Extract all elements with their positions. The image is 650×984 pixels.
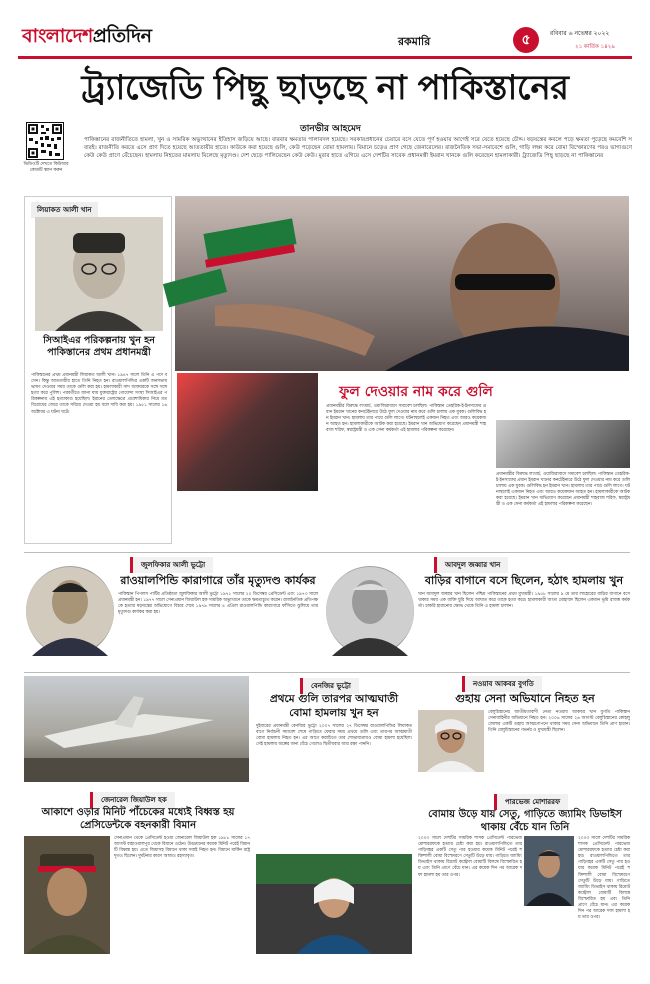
bugti-body: বেলুচিস্তানের জাতীয়তাবাদী নেতা নওয়াব আকবর খান বুগতি পাকিস্তান সেনাবাহিনীর অভিযানে নিহত হন। ২০০৬ সালের ২৬ আগস্ট বেলুচিস্তানের কোহলু জেলার একটি গুহায় আত্মগোপনে থাকার সময় সেনা অভিযানে তিনি প্রাণ হারান। তিনি বেলুচিস্তানের গভর্নর ও মুখ্যমন্ত্রী ছিলেন। <box>488 710 630 734</box>
section-name: রকমারি <box>398 35 431 48</box>
benazir-body: দুইবারের প্রধানমন্ত্রী বেনজির ভুট্টো ২০০৭ সালের ২৭ ডিসেম্বর রাওয়ালপিন্ডির লিয়াকত বাগে নির্বাচনী সমাবেশ শেষে গাড়িতে ফেরার সময় প্রথমে গুলি এবং তারপর আত্মঘাতী বোমা হামলায় নিহত হন। এর আগে করাচিতে তার শোভাযাত্রায়ও বোমা হামলা হয়েছিল। সেই হামলায় অল্পের জন্য বেঁচে গেলেও দ্বিতীয়বার আর রক্ষা পাননি। <box>256 724 412 748</box>
jabbar-title: বাড়ির বাগানে বসে ছিলেন, হঠাৎ হামলায় খুন <box>424 574 624 587</box>
main-feature-body-2: প্রধানমন্ত্রীর বিরুদ্ধে লংমার্চ, ওয়াজিরাবাদে সমাবেশ চলছিল। পাকিস্তান তেহরিক-ই-ইনসাফের প্রধান ইমরান খানের কনটেইনারে উঠে ফুল দেওয়ার নাম করে গুলি চালায় এক যুবক। গুলিবিদ্ধ হন ইমরান খান। হামলায় তার পায়ে গুলি লাগে। ঘটনাস্থলেই একজন নিহত এবং আরও কয়েকজন আহত হন। হামলাকারীকে আটক করা হয়েছে। ইমরান খান অভিযোগ করেছেন প্রধানমন্ত্রী শাহবাজ শরিফ, স্বরাষ্ট্রমন্ত্রী ও এক সেনা কর্মকর্তা এই হামলার পরিকল্পনা করেছেন। <box>496 472 630 508</box>
main-headline: ট্র্যাজেডি পিছু ছাড়ছে না পাকিস্তানের <box>81 68 569 108</box>
bhutto-portrait <box>26 566 114 656</box>
newspaper-logo[interactable]: বাংলাদেশপ্রতিদিন <box>22 25 152 47</box>
bugti-portrait <box>418 710 484 772</box>
lead-paragraph: পাকিস্তানের রাজনীতিতে হামলা, খুন ও সামরিক অভ্যুত্থানের ইতিহাস জড়িয়ে আছে। বারবার ক্ষমতার পালাবদল হয়েছে। সরকারপ্রধানের চেয়ারে বসে যেতে পূর্ণ হওয়ার আগেই সরে যেতে হয়েছে চৌদ্দ। ষড়যন্ত্রের কবলে পড়ে ক্ষমতা পুড়েছে কমবেশি সবারই। রাজনীতি করতে এসে প্রাণ দিতে হয়েছে আততায়ীর হাতে। কাউকে করা হয়েছে গুলি, কেউ পড়েছেন বোমা হামলায়। বিমানে চড়েও প্রাণ গেছে জেনারেলের। রাজনৈতিক সভা-সমাবেশে গুলি, গাড়ি লক্ষ্য করে বোমা বিস্ফোরণের পরও ভাগ্যগুণে কেউ কেউ প্রাণে বেঁচেছেন। হামলায় নিহতের মামলায় মিলেছে মৃত্যুদণ্ড। দেশ ছেড়ে পালিয়েছেন কেউ কেউ। মুরার হাতে এগিয়ে এসে দেশটির সাবেক প্রধানমন্ত্রী ইমরান খানকে গুলি করেছেন হামলাকারী। ট্র্যাজেডি পিছু ছাড়ছে না পাকিস্তানের <box>84 137 632 159</box>
zia-title: আকাশে ওড়ার মিনিট পাঁচেকের মধ্যেই বিধ্বস্ত হয় প্রেসিডেন্টকে বহনকারী বিমান <box>41 807 235 831</box>
date-english: রবিবার ৬ নভেম্বর ২০২২ <box>550 30 610 37</box>
person-tag: লিয়াকত আলী খান <box>31 202 98 218</box>
masthead <box>0 0 650 58</box>
bhutto-body: পাকিস্তান পিপলস পার্টির প্রতিষ্ঠাতা জুলফিকার আলী ভুট্টো ১৯৭১ সালের ২০ ডিসেম্বর প্রেসিডেন্ট এবং ১৯৭৩ সালে প্রধানমন্ত্রী হন। ১৯৭৭ সালে সেনাপ্রধান জিয়াউল হক সামরিক অভ্যুত্থানে তাকে ক্ষমতাচ্যুত করেন। রাজনৈতিক প্রতিপক্ষকে হত্যার ষড়যন্ত্রের অভিযোগে বিচার শেষে ১৯৭৯ সালের ৪ এপ্রিল রাওয়ালপিন্ডি কারাগারে ফাঁসিতে ঝুলিয়ে তার মৃত্যুদণ্ড কার্যকর করা হয়। <box>118 592 318 616</box>
person-tag-bugti: নওয়াব আকবর বুগতি <box>462 676 542 692</box>
jabbar-body: খান আবদুল জব্বার খান ছিলেন পশ্চিম পাকিস্তানের প্রথম মুখ্যমন্ত্রী। ১৯৫৮ সালের ৯ মে তার লাহোরের বাড়ির বাগানে বসে থাকার সময় এক ব্যক্তি ছুরি দিয়ে আঘাত করে তাকে হত্যা করে। হামলাকারী আতা মোহাম্মদ ছিলেন একজন ভূমি রাজস্ব কর্মকর্তা। চাকরি হারানোর ক্ষোভ থেকে তিনি এ হামলা চালান। <box>418 592 630 610</box>
bugti-title: গুহায় সেনা অভিযানে নিহত হন <box>455 692 595 705</box>
article-title: সিআইএর পরিকল্পনায় খুন হন পাকিস্তানের প্রথম প্রধানমন্ত্রী <box>43 335 155 358</box>
person-tag-zia: জেনারেল জিয়াউল হক <box>90 792 175 808</box>
header-rule <box>18 56 632 59</box>
article-body: পাকিস্তানের প্রথম প্রধানমন্ত্রী লিয়াকত আলী খান। ১৯৪৭ সালে তিনি এ পদে বসেন। কিন্তু আততায়ীর হাতে তিনি নিহত হন। রাওয়ালপিন্ডির একটি জনসভায় ভাষণ দেওয়ার সময় তাকে গুলি করা হয়। হামলাকারী সাদ আকবরকে সঙ্গে সঙ্গে হত্যা করে পুলিশ। পরবর্তীতে জানা যায় যুক্তরাষ্ট্রের গোয়েন্দা সংস্থা সিআইএর পরিকল্পনায় এই হত্যাকাণ্ড হয়েছিল। ইরানের তেলক্ষেত্রে প্রবেশাধিকার নিয়ে মতবিরোধের জেরে তাকে সরিয়ে দেওয়া হয় বলে দাবি করা হয়। ১৯৫১ সালের ১৬ অক্টোবর এ ঘটনা ঘটে। <box>31 373 167 415</box>
musharraf-title: বোমায় উড়ে যায় সেতু, গাড়িতে জ্যামিং ডিভাইস থাকায় বেঁচে যান তিনি <box>428 809 622 833</box>
musharraf-body-1: ২০০৩ সালে দেশটির সামরিক শাসক প্রেসিডেন্ট পারভেজ মোশাররফকে হত্যার চেষ্টা করা হয়। রাওয়ালপিন্ডিতে তার গাড়িবহর একটি সেতু পার হওয়ার কয়েক মিনিট পরেই শক্তিশালী বোমা বিস্ফোরণে সেতুটি উড়ে যায়। গাড়িতে জ্যামিং ডিভাইস থাকায় রিমোট কন্ট্রোল বোমাটি বিলম্বে বিস্ফোরিত হয় এবং তিনি প্রাণে বেঁচে যান। এর কয়েক দিন পর আরেক দফা হামলা হয় তার ওপর। <box>418 836 522 878</box>
musharraf-portrait <box>524 836 574 906</box>
liaquat-portrait <box>35 217 163 331</box>
divider <box>24 672 630 673</box>
person-tag-bhutto: জুলফিকার আলী ভুট্টো <box>130 557 213 573</box>
date-bangla: ২১ কার্তিক ১৪২৯ <box>575 44 615 50</box>
musharraf-body-2: ২০০৩ সালে দেশটির সামরিক শাসক প্রেসিডেন্ট পারভেজ মোশাররফকে হত্যার চেষ্টা করা হয়। রাওয়ালপিন্ডিতে তার গাড়িবহর একটি সেতু পার হওয়ার কয়েক মিনিট পরেই শক্তিশালী বোমা বিস্ফোরণে সেতুটি উড়ে যায়। গাড়িতে জ্যামিং ডিভাইস থাকায় রিমোট কন্ট্রোল বোমাটি বিলম্বে বিস্ফোরিত হয় এবং তিনি প্রাণে বেঁচে যান। এর কয়েক দিন পর আরেক দফা হামলা হয় তার ওপর। <box>578 836 630 921</box>
jabbar-portrait <box>326 566 414 656</box>
main-feature-title: ফুল দেওয়ার নাম করে গুলি <box>339 384 493 400</box>
main-feature-body-1: প্রধানমন্ত্রীর বিরুদ্ধে লংমার্চ, ওয়াজিরাবাদে সমাবেশ চলছিল। পাকিস্তান তেহরিক-ই-ইনসাফের প্রধান ইমরান খানের কনটেইনারে উঠে ফুল দেওয়ার নাম করে গুলি চালায় এক যুবক। গুলিবিদ্ধ হন ইমরান খান। হামলায় তার পায়ে গুলি লাগে। ঘটনাস্থলেই একজন নিহত এবং আরও কয়েকজন আহত হন। হামলাকারীকে আটক করা হয়েছে। ইমরান খান অভিযোগ করেছেন প্রধানমন্ত্রী শাহবাজ শরিফ, স্বরাষ্ট্রমন্ত্রী ও এক সেনা কর্মকর্তা এই হামলার পরিকল্পনা করেছেন। <box>326 404 486 434</box>
benazir-rally-photo <box>256 854 412 954</box>
person-tag-jabbar: আবদুল জব্বার খান <box>434 557 508 573</box>
zia-body: সেনাপ্রধান থেকে প্রেসিডেন্ট হওয়া জেনারেল জিয়াউল হক ১৯৮৮ সালের ১৭ আগস্ট বাহাওয়ালপুর থেকে বিমানে ওঠেন। উড্ডয়নের কয়েক মিনিট পরেই বিমানটি বিধ্বস্ত হয়। এতে জিয়াসহ বিমানে থাকা সবাই নিহত হন। বিমানে মার্কিন রাষ্ট্রদূতও ছিলেন। দুর্ঘটনার কারণ আজও রহস্যাবৃত। <box>114 836 250 860</box>
imran-khan-rally-photo <box>175 196 629 371</box>
attack-moment-photo <box>175 371 320 493</box>
qr-code-icon[interactable] <box>26 122 64 160</box>
plane-crash-photo <box>24 676 249 782</box>
imran-hospital-photo <box>496 420 630 468</box>
page-number-badge: ৫ <box>513 27 539 53</box>
qr-caption: ভিডিওটি দেখতে কিউআর কোডটি স্ক্যান করুন <box>23 162 69 173</box>
benazir-title: প্রথমে গুলি তারপর আত্মঘাতী বোমা হামলায় খুন হন <box>269 693 399 719</box>
person-tag-musharraf: পারভেজ মোশাররফ <box>494 794 568 810</box>
zia-portrait <box>24 836 110 954</box>
bhutto-title: রাওয়ালপিন্ডি কারাগারে তাঁর মৃত্যুদণ্ড কার্যকর <box>120 574 316 587</box>
divider <box>24 552 630 553</box>
article-liaquat <box>24 196 172 544</box>
person-tag-benazir: বেনজির ভুট্টো <box>300 678 359 694</box>
byline: তানভীর আহমেদ <box>300 124 361 134</box>
